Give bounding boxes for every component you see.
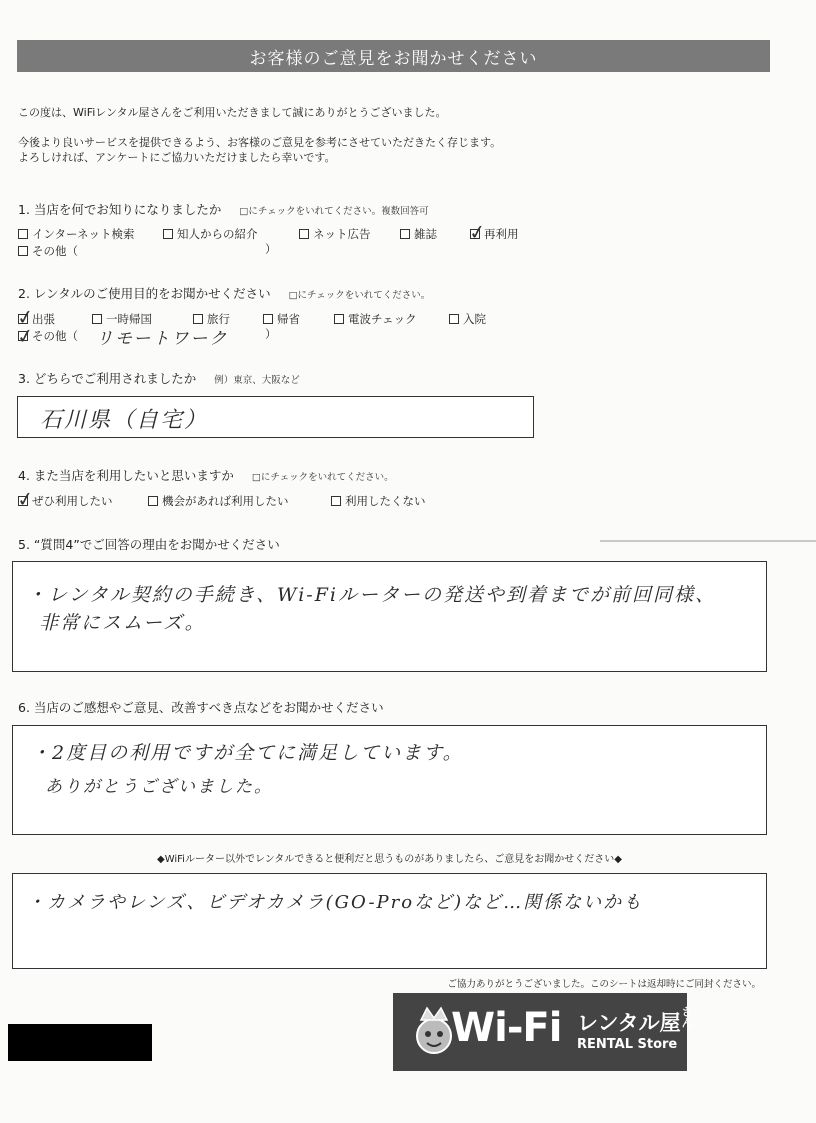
- option-label: その他（: [32, 244, 78, 258]
- checkbox[interactable]: [15, 485, 36, 513]
- question-3-note: 例）東京、大阪など: [214, 375, 300, 386]
- checkbox[interactable]: [18, 246, 28, 256]
- q2-option-signal-check[interactable]: [334, 311, 417, 327]
- option-label: 一時帰国: [106, 312, 152, 326]
- check-mark-icon: ✓: [467, 218, 488, 246]
- q2-option-homecoming[interactable]: [263, 311, 300, 327]
- checkbox[interactable]: [15, 322, 36, 350]
- check-mark-icon: ✓: [15, 303, 36, 331]
- q5-answer-box[interactable]: [12, 561, 767, 672]
- question-7-label: ◆WiFiルーター以外でレンタルできると便利だと思うものがありましたら、ご意見をお聞かせください◆: [157, 854, 622, 865]
- question-1: [18, 200, 429, 218]
- q1-other-close: ）: [265, 242, 277, 256]
- footer-thanks: ご協力ありがとうございました。このシートは返却時にご同封ください。: [447, 979, 761, 990]
- checkbox[interactable]: [334, 314, 344, 324]
- checkbox[interactable]: [15, 303, 36, 331]
- option-label: 出張: [32, 312, 55, 326]
- q1-option-magazine[interactable]: [400, 226, 437, 242]
- question-1-note: □にチェックをいれてください。複数回答可: [239, 206, 429, 217]
- option-label: 電波チェック: [348, 312, 417, 326]
- option-label: 再利用: [484, 227, 519, 241]
- checkbox[interactable]: [331, 496, 341, 506]
- q3-answer: 石川県（自宅）: [40, 408, 209, 433]
- option-label: 帰省: [277, 312, 300, 326]
- question-1-label: 1. 当店を何でお知りになりましたか: [18, 202, 222, 217]
- q1-other[interactable]: [18, 241, 78, 260]
- option-label: 利用したくない: [345, 494, 426, 508]
- option-label: 入院: [463, 312, 486, 326]
- checkbox[interactable]: [18, 229, 28, 239]
- q1-option-referral[interactable]: [163, 226, 258, 242]
- store-logo: [393, 993, 693, 1071]
- check-mark-icon: ✓: [15, 322, 36, 350]
- checkbox[interactable]: [263, 314, 273, 324]
- q1-option-net-ad[interactable]: [299, 226, 371, 242]
- logo-rental-en-text: RENTAL Store: [577, 1037, 678, 1052]
- question-3-label: 3. どちらでご利用されましたか: [18, 371, 197, 386]
- question-6-label: 6. 当店のご感想やご意見、改善すべき点などをお聞かせください: [18, 700, 384, 715]
- intro-line-1: この度は、WiFiレンタル屋さんをご利用いただきまして誠にありがとうございました。: [18, 106, 447, 119]
- option-label: インターネット検索: [32, 227, 135, 241]
- checkbox[interactable]: [193, 314, 203, 324]
- q6-answer-line-1: ・2度目の利用ですが全てに満足しています。: [31, 742, 464, 764]
- question-4: [18, 466, 394, 484]
- intro-line-3: よろしければ、アンケートにご協力いただけましたら幸いです。: [18, 151, 336, 164]
- question-3: [18, 369, 300, 387]
- option-label: 知人からの紹介: [177, 227, 258, 241]
- q5-answer-line-2: 非常にスムーズ。: [39, 612, 206, 634]
- q2-other[interactable]: [15, 322, 78, 350]
- checkbox[interactable]: [163, 229, 173, 239]
- checkbox[interactable]: [449, 314, 459, 324]
- q6-answer-line-2: ありがとうございました。: [45, 777, 273, 797]
- page-title: お客様のご意見をお聞かせください: [17, 40, 770, 72]
- checkbox[interactable]: [400, 229, 410, 239]
- q4-option-if-chance[interactable]: [148, 493, 289, 509]
- option-label: ぜひ利用したい: [32, 494, 113, 508]
- q6-answer-box[interactable]: [12, 725, 767, 835]
- intro-line-2: 今後より良いサービスを提供できるよう、お客様のご意見を参考にさせていただきたく存じます。: [18, 136, 502, 149]
- checkbox[interactable]: [299, 229, 309, 239]
- logo-rental-jp-text: レンタル屋: [577, 1011, 681, 1035]
- q7-answer: ・カメラやレンズ、ビデオカメラ(GO-Proなど)など…関係ないかも: [27, 892, 644, 913]
- question-2-note: □にチェックをいれてください。: [288, 290, 431, 301]
- redaction-block: [8, 1024, 152, 1061]
- q2-other-answer[interactable]: リモートワーク: [96, 329, 229, 349]
- checkbox[interactable]: [148, 496, 158, 506]
- checkbox[interactable]: [92, 314, 102, 324]
- checkbox[interactable]: [467, 218, 488, 246]
- option-label: 雑誌: [414, 227, 437, 241]
- option-label: その他（: [32, 329, 78, 343]
- q2-other-close: ）: [265, 327, 277, 341]
- q4-option-definitely[interactable]: [15, 485, 113, 513]
- q3-answer-box[interactable]: [17, 396, 534, 438]
- question-2: [18, 284, 430, 302]
- question-5-label: 5. “質問4”でご回答の理由をお聞かせください: [18, 537, 280, 552]
- logo-san-text: さん: [680, 1006, 693, 1028]
- q1-option-reuse[interactable]: [467, 218, 519, 246]
- option-label: 機会があれば利用したい: [162, 494, 289, 508]
- scan-fold-line: [600, 540, 816, 542]
- q1-option-internet-search[interactable]: [18, 226, 134, 242]
- q2-option-hospital[interactable]: [449, 311, 486, 327]
- q5-answer-line-1: ・レンタル契約の手続き、Wi-Fiルーターの発送や到着までが前回同様、: [27, 584, 716, 606]
- question-4-note: □にチェックをいれてください。: [251, 472, 394, 483]
- q4-option-no[interactable]: [331, 493, 426, 509]
- logo-wifi-text: Wi-Fi: [451, 1005, 562, 1051]
- question-4-label: 4. また当店を利用したいと思いますか: [18, 468, 234, 483]
- q7-answer-box[interactable]: [12, 873, 767, 969]
- question-2-label: 2. レンタルのご使用目的をお聞かせください: [18, 286, 271, 301]
- option-label: ネット広告: [313, 227, 371, 241]
- option-label: 旅行: [207, 312, 230, 326]
- check-mark-icon: ✓: [15, 485, 36, 513]
